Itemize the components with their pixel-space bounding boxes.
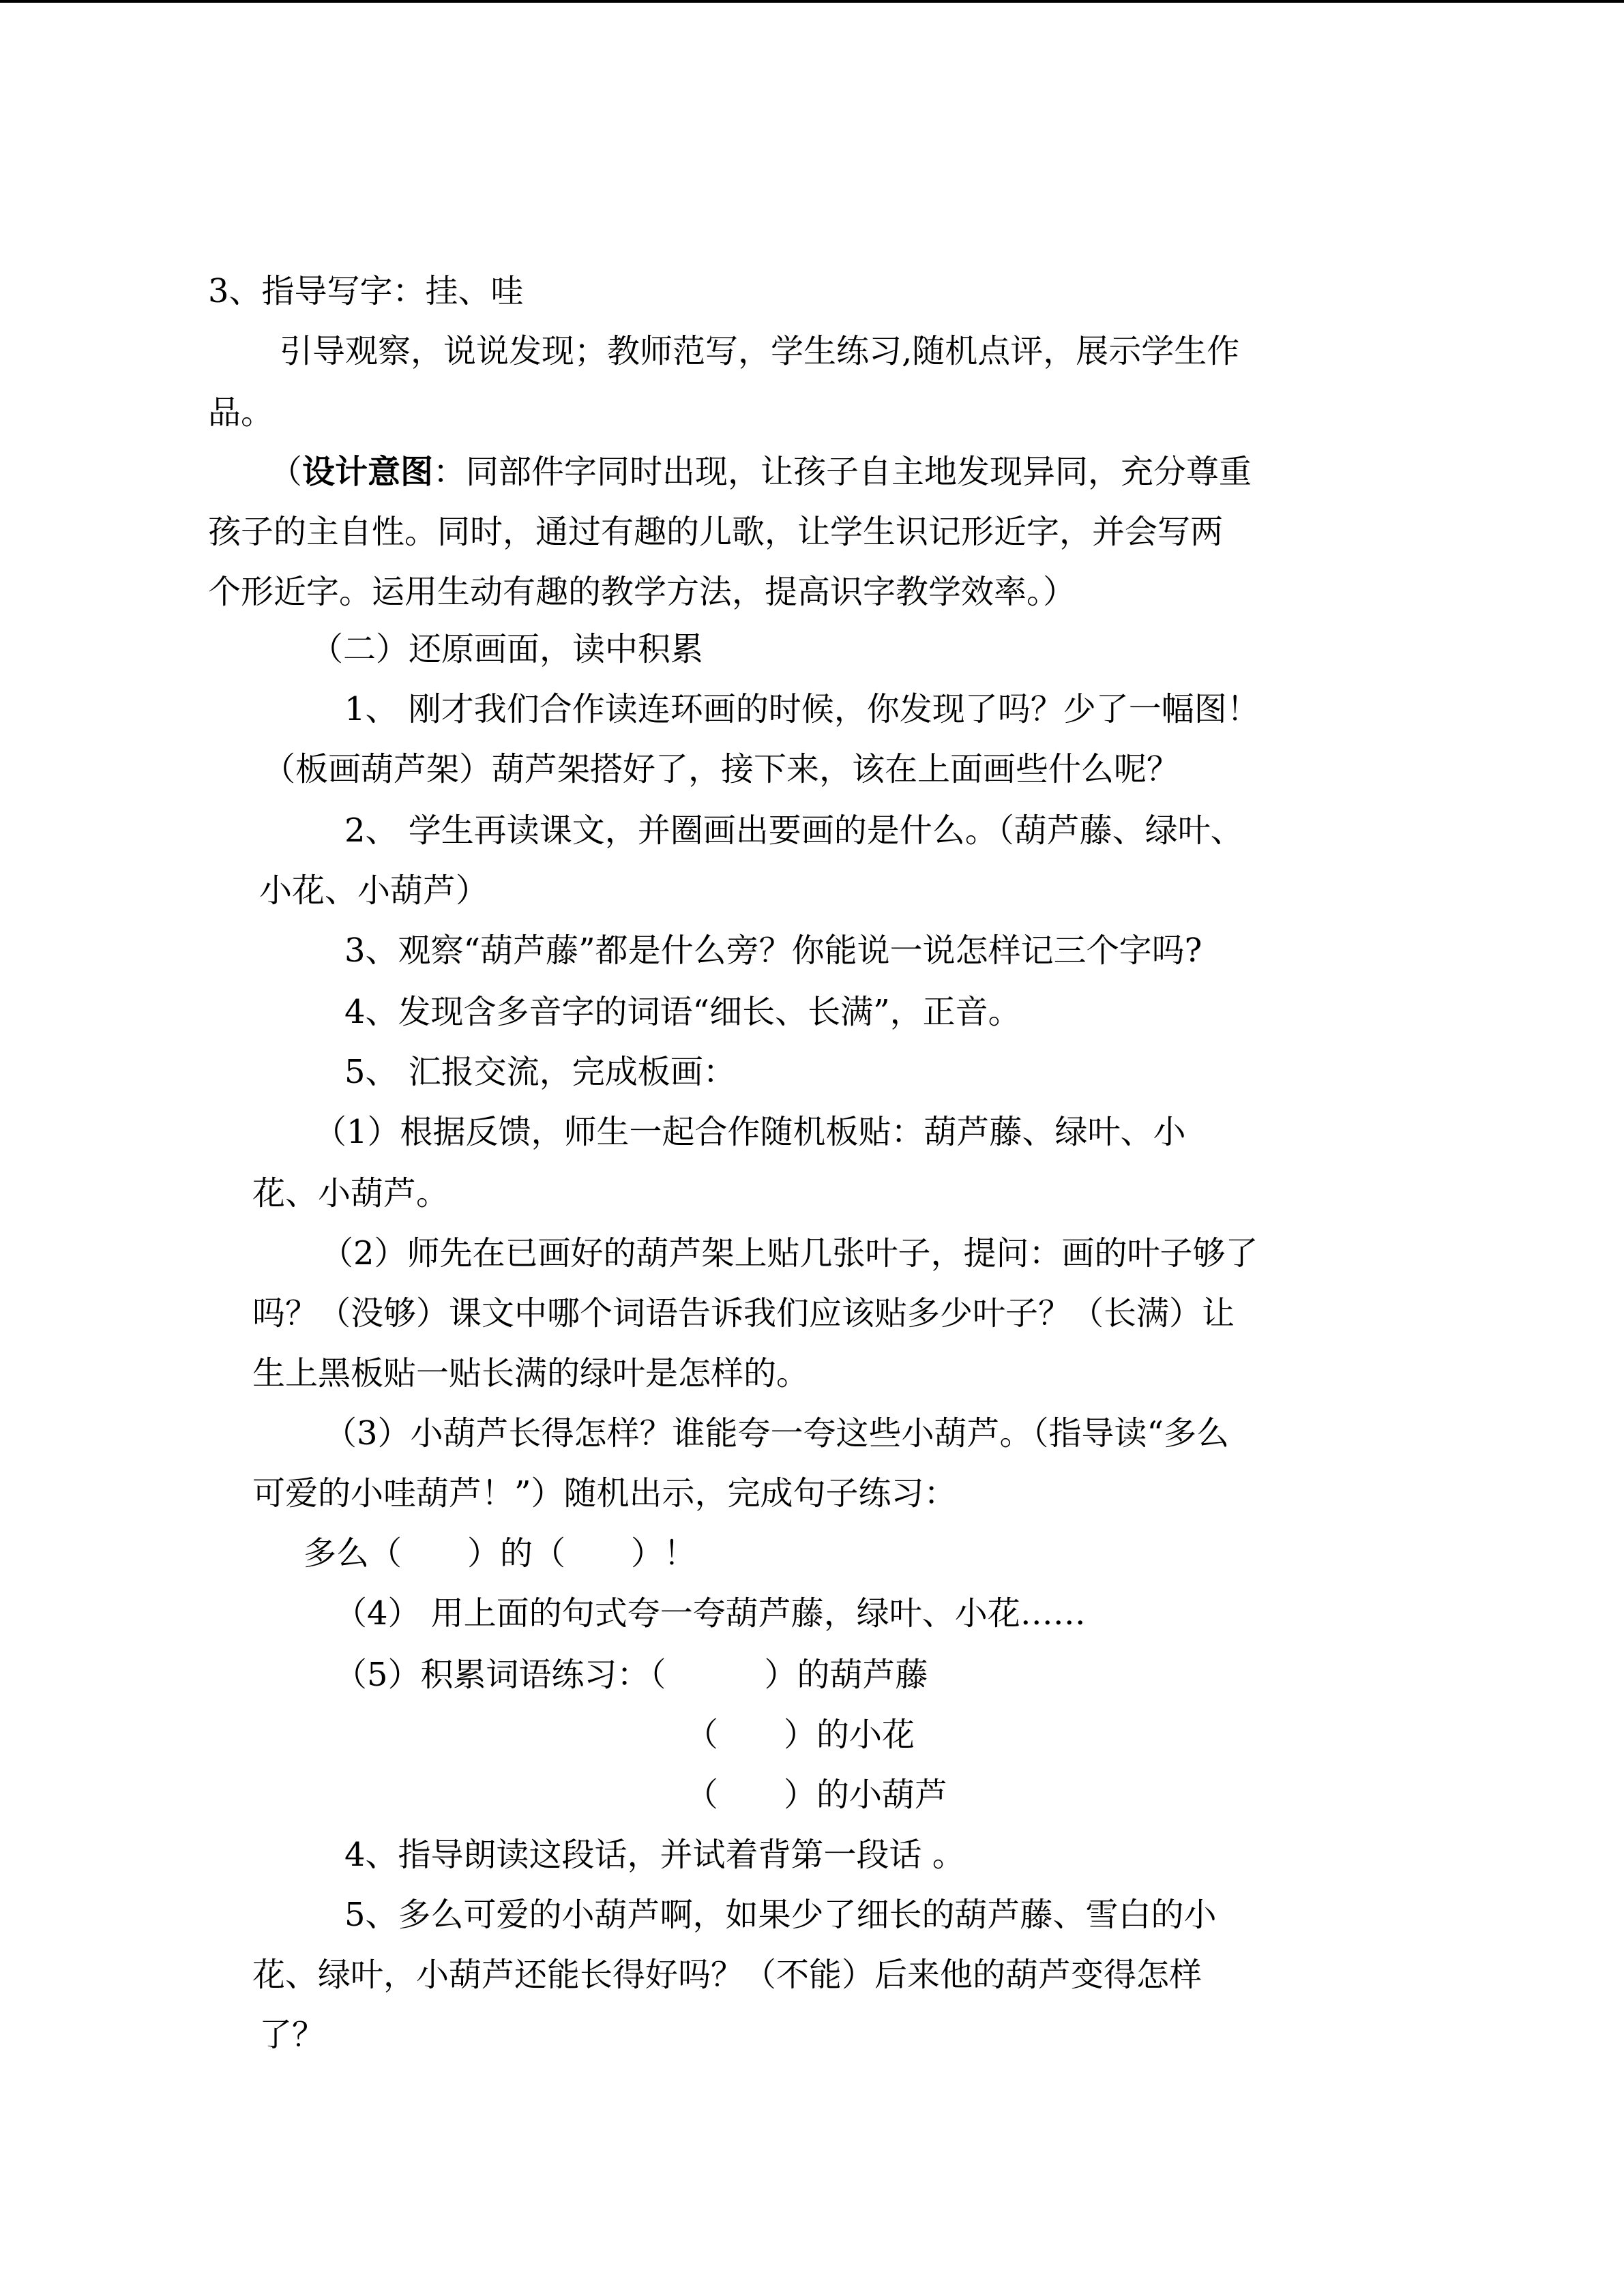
paragraph-line: 花、小葫芦。 <box>252 1174 449 1212</box>
page-top-border <box>0 0 1624 3</box>
list-item: 5、 汇报交流，完成板画： <box>344 1053 736 1091</box>
paragraph-line: 个形近字。运用生动有趣的教学方法，提高识字教学效率。） <box>208 573 1076 611</box>
list-item: 2、 学生再读课文，并圈画出要画的是什么。（葫芦藤、绿叶、 <box>344 811 1243 850</box>
paragraph-line: 可爱的小哇葫芦！”）随机出示，完成句子练习： <box>252 1474 957 1512</box>
sentence-pattern: 多么（ ）的（ ）！ <box>304 1534 697 1572</box>
sub-item: （2）师先在已画好的葫芦架上贴几张叶子，提问：画的叶子够了 <box>321 1234 1258 1272</box>
sub-item: （4） 用上面的句式夸一夸葫芦藤，绿叶、小花…… <box>334 1594 1086 1632</box>
list-item: 4、指导朗读这段话，并试着背第一段话 。 <box>344 1836 965 1874</box>
sub-item: （1）根据反馈，师生一起合作随机板贴：葫芦藤、绿叶、小 <box>314 1113 1186 1151</box>
open-paren: （ <box>269 453 303 491</box>
list-item: 4、发现含多音字的词语“细长、长满”，正音。 <box>344 993 1021 1031</box>
word-exercise-line: （ ）的小葫芦 <box>685 1776 948 1814</box>
paragraph-line: 引导观察，说说发现；教师范写，学生练习,随机点评，展示学生作 <box>280 332 1240 370</box>
paragraph-line: 花、绿叶，小葫芦还能长得好吗？（不能）后来他的葫芦变得怎样 <box>252 1956 1202 1994</box>
paragraph-line: 了？ <box>259 2016 325 2054</box>
design-intent-label: 设计意图 <box>302 453 434 491</box>
word-exercise-line: （ ）的小花 <box>685 1716 915 1754</box>
list-item: 3、观察“葫芦藤”都是什么旁？你能说一说怎样记三个字吗? <box>344 931 1202 970</box>
design-intent-text: ：同部件字同时出现，让孩子自主地发现异同，充分尊重 <box>433 453 1252 491</box>
paragraph-line: 生上黑板贴一贴长满的绿叶是怎样的。 <box>252 1354 810 1392</box>
sub-item: （3）小葫芦长得怎样？谁能夸一夸这些小葫芦。（指导读“多么 <box>324 1414 1230 1452</box>
paragraph-line: 吗？（没够）课文中哪个词语告诉我们应该贴多少叶子？（长满）让 <box>252 1294 1235 1332</box>
paragraph-line: （板画葫芦架）葫芦架搭好了，接下来，该在上面画些什么呢？ <box>263 750 1180 788</box>
design-intent-line <box>269 450 1252 494</box>
list-item: 5、多么可爱的小葫芦啊，如果少了细长的葫芦藤、雪白的小 <box>344 1896 1217 1934</box>
list-item: 1、 刚才我们合作读连环画的时候，你发现了吗？少了一幅图！ <box>344 690 1260 728</box>
paragraph-line: 小花、小葫芦） <box>259 871 489 910</box>
heading-writing-guidance: 3、指导写字：挂、哇 <box>208 272 524 310</box>
sub-item: （5）积累词语练习：（ ）的葫芦藤 <box>334 1656 928 1694</box>
section-heading: （二）还原画面，读中积累 <box>310 630 704 668</box>
paragraph-line: 品。 <box>208 393 274 432</box>
paragraph-line: 孩子的主自性。同时，通过有趣的儿歌，让学生识记形近字，并会写两 <box>208 513 1224 551</box>
